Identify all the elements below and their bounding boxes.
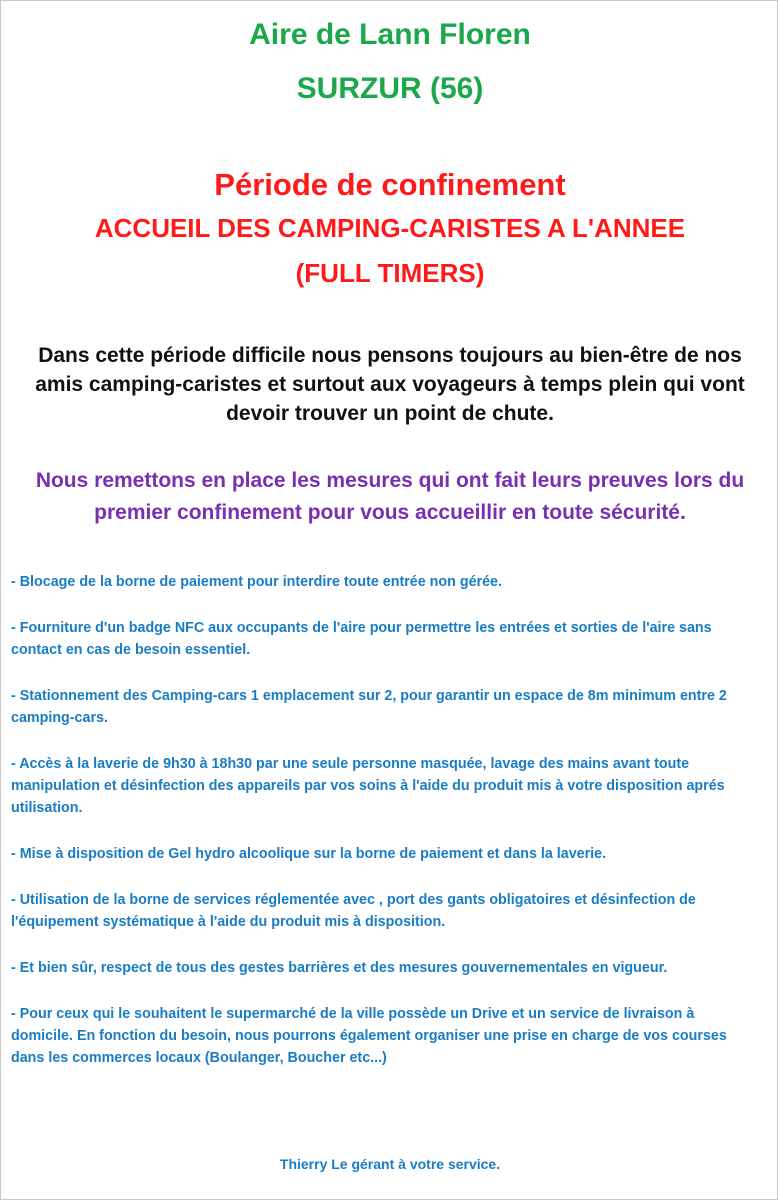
measure-item: - Blocage de la borne de paiement pour interdire toute entrée non gérée. [11,574,502,590]
intro-paragraph: Dans cette période difficile nous pensons toujours au bien-être de nos amis camping-caristes et surtout aux voyageurs à temps plein qui vont devoir trouver un point de chute. [35,344,745,425]
highlight-paragraph: Nous remettons en place les mesures qui ont fait leurs preuves lors du premier confinement pour vous accueillir en toute sécurité. [35,469,745,524]
measure-item: - Pour ceux qui le souhaitent le supermarché de la ville possède un Drive et un service de livraison à domicile. En fonction du besoin, nous pourrons également organiser une prise en charge de vos courses dans les commerces locaux (Boulanger, Boucher etc...) [11,1006,727,1066]
measure-item: - Stationnement des Camping-cars 1 emplacement sur 2, pour garantir un espace de 8m minimum entre 2 camping-cars. [11,688,727,726]
measure-item: - Mise à disposition de Gel hydro alcoolique sur la borne de paiement et dans la laverie. [11,846,607,862]
measure-item: - Accès à la laverie de 9h30 à 18h30 par une seule personne masquée, lavage des mains avant toute manipulation et désinfection des appareils par vos soins à l'aide du produit mis à votre disposition aprés utilisation. [11,756,725,816]
site-name-heading: Aire de Lann Floren [249,18,531,51]
welcome-title: ACCUEIL DES CAMPING-CARISTES A L'ANNEE [94,213,686,243]
signature: Thierry Le gérant à votre service. [279,1156,501,1172]
measure-item: - Utilisation de la borne de services réglementée avec , port des gants obligatoires et désinfection de l'équipement systématique à l'aide du produit mis à disposition. [11,892,696,930]
measure-item: - Fourniture d'un badge NFC aux occupants de l'aire pour permettre les entrées et sorties de l'aire sans contact en cas de besoin essentiel. [11,620,712,658]
period-title: Période de confinement [214,167,566,202]
measures-list [11,571,751,1093]
measure-item: - Et bien sûr, respect de tous des gestes barrières et des mesures gouvernementales en vigueur. [11,960,668,976]
site-location-heading: SURZUR (56) [296,72,484,105]
full-timers-subtitle: (FULL TIMERS) [295,258,485,288]
